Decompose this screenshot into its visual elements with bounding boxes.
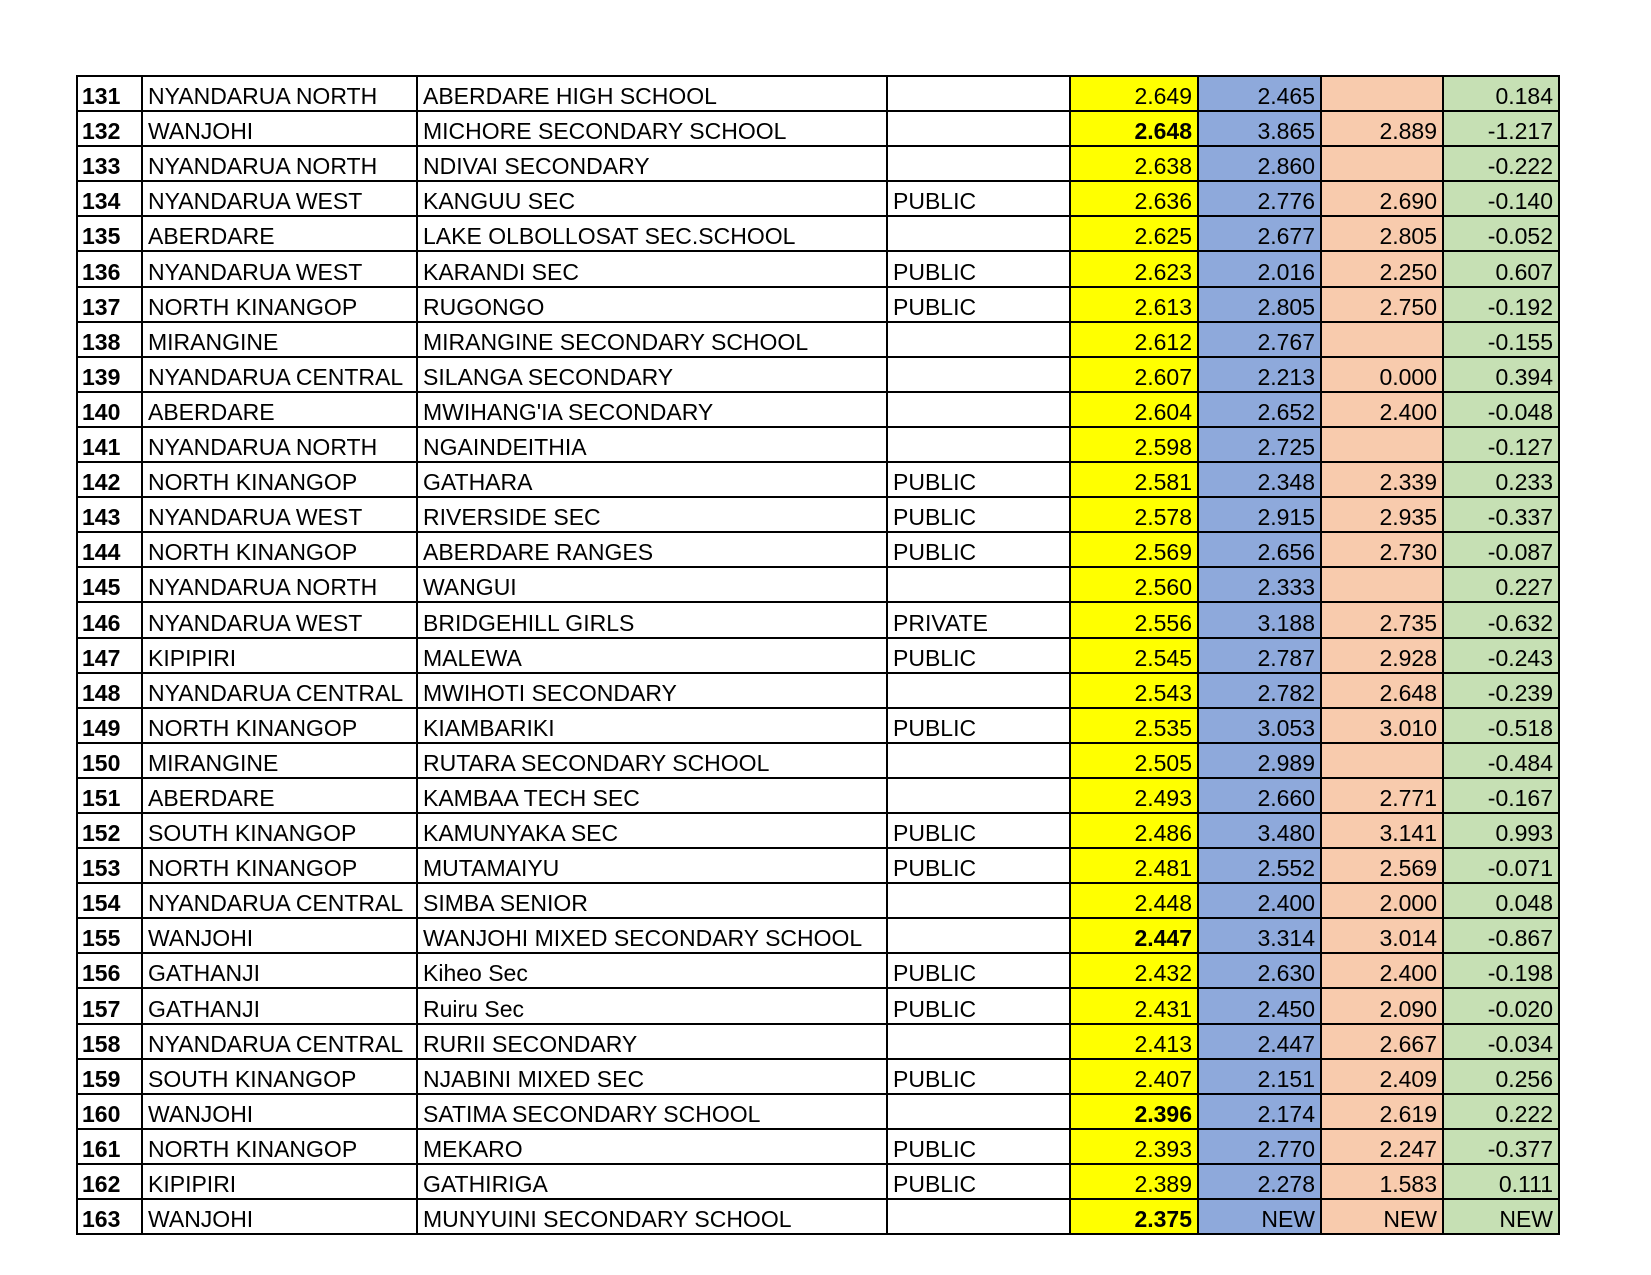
mean-score-cell: 2.581 — [1070, 462, 1198, 497]
mean-score-cell: 2.648 — [1070, 111, 1198, 146]
previous-score-cell: NEW — [1198, 1199, 1321, 1234]
mean-score-cell: 2.481 — [1070, 848, 1198, 883]
school-cell: KARANDI SEC — [417, 251, 887, 286]
school-cell: WANGUI — [417, 567, 887, 602]
deviation-cell: -0.222 — [1443, 146, 1559, 181]
deviation-cell: 0.227 — [1443, 567, 1559, 602]
rank-cell: 140 — [77, 392, 142, 427]
mean-score-cell: 2.447 — [1070, 918, 1198, 953]
previous-score-cell: 3.480 — [1198, 813, 1321, 848]
previous-score-cell: 2.989 — [1198, 743, 1321, 778]
earlier-score-cell: 2.648 — [1321, 673, 1443, 708]
table-row — [77, 1129, 1559, 1164]
mean-score-cell: 2.432 — [1070, 953, 1198, 988]
school-cell: GATHIRIGA — [417, 1164, 887, 1199]
table-row — [77, 743, 1559, 778]
table-row — [77, 427, 1559, 462]
previous-score-cell: 2.660 — [1198, 778, 1321, 813]
earlier-score-cell — [1321, 146, 1443, 181]
school-cell: SILANGA SECONDARY — [417, 357, 887, 392]
category-cell: PUBLIC — [887, 638, 1070, 673]
earlier-score-cell: 3.141 — [1321, 813, 1443, 848]
previous-score-cell: 2.915 — [1198, 497, 1321, 532]
zone-cell: NYANDARUA NORTH — [142, 146, 417, 181]
deviation-cell: -0.337 — [1443, 497, 1559, 532]
earlier-score-cell: 3.014 — [1321, 918, 1443, 953]
previous-score-cell: 2.805 — [1198, 287, 1321, 322]
rank-cell: 144 — [77, 532, 142, 567]
mean-score-cell: 2.569 — [1070, 532, 1198, 567]
table-row — [77, 322, 1559, 357]
rank-cell: 147 — [77, 638, 142, 673]
zone-cell: WANJOHI — [142, 1094, 417, 1129]
rank-cell: 146 — [77, 602, 142, 637]
school-cell: KIAMBARIKI — [417, 708, 887, 743]
school-cell: NJABINI MIXED SEC — [417, 1059, 887, 1094]
earlier-score-cell — [1321, 427, 1443, 462]
deviation-cell: -0.239 — [1443, 673, 1559, 708]
school-cell: GATHARA — [417, 462, 887, 497]
rank-cell: 151 — [77, 778, 142, 813]
zone-cell: NYANDARUA NORTH — [142, 567, 417, 602]
deviation-cell: -0.632 — [1443, 602, 1559, 637]
table-body — [77, 76, 1559, 1234]
school-cell: ABERDARE HIGH SCHOOL — [417, 76, 887, 111]
deviation-cell: 0.607 — [1443, 251, 1559, 286]
previous-score-cell: 3.314 — [1198, 918, 1321, 953]
previous-score-cell: 2.348 — [1198, 462, 1321, 497]
earlier-score-cell: 2.690 — [1321, 181, 1443, 216]
table-row — [77, 181, 1559, 216]
rank-cell: 156 — [77, 953, 142, 988]
school-cell: MWIHOTI SECONDARY — [417, 673, 887, 708]
mean-score-cell: 2.604 — [1070, 392, 1198, 427]
deviation-cell: -0.052 — [1443, 216, 1559, 251]
table-row — [77, 988, 1559, 1023]
rank-cell: 134 — [77, 181, 142, 216]
earlier-score-cell: 2.935 — [1321, 497, 1443, 532]
rank-cell: 133 — [77, 146, 142, 181]
zone-cell: NYANDARUA NORTH — [142, 76, 417, 111]
earlier-score-cell: 0.000 — [1321, 357, 1443, 392]
category-cell — [887, 1094, 1070, 1129]
previous-score-cell: 2.770 — [1198, 1129, 1321, 1164]
category-cell — [887, 322, 1070, 357]
rank-cell: 163 — [77, 1199, 142, 1234]
category-cell: PUBLIC — [887, 848, 1070, 883]
deviation-cell: 0.993 — [1443, 813, 1559, 848]
table-row — [77, 357, 1559, 392]
table-row — [77, 146, 1559, 181]
category-cell: PUBLIC — [887, 181, 1070, 216]
category-cell: PUBLIC — [887, 462, 1070, 497]
category-cell: PUBLIC — [887, 813, 1070, 848]
mean-score-cell: 2.545 — [1070, 638, 1198, 673]
deviation-cell: -0.140 — [1443, 181, 1559, 216]
zone-cell: NORTH KINANGOP — [142, 708, 417, 743]
zone-cell: NORTH KINANGOP — [142, 532, 417, 567]
zone-cell: NYANDARUA CENTRAL — [142, 883, 417, 918]
school-cell: RUGONGO — [417, 287, 887, 322]
mean-score-cell: 2.638 — [1070, 146, 1198, 181]
table-row — [77, 251, 1559, 286]
deviation-cell: 0.222 — [1443, 1094, 1559, 1129]
rank-cell: 158 — [77, 1024, 142, 1059]
rank-cell: 145 — [77, 567, 142, 602]
rank-cell: 161 — [77, 1129, 142, 1164]
zone-cell: ABERDARE — [142, 778, 417, 813]
school-cell: MEKARO — [417, 1129, 887, 1164]
mean-score-cell: 2.375 — [1070, 1199, 1198, 1234]
earlier-score-cell: NEW — [1321, 1199, 1443, 1234]
zone-cell: GATHANJI — [142, 953, 417, 988]
school-cell: KAMBAA TECH SEC — [417, 778, 887, 813]
mean-score-cell: 2.396 — [1070, 1094, 1198, 1129]
table-row — [77, 567, 1559, 602]
zone-cell: NORTH KINANGOP — [142, 462, 417, 497]
zone-cell: ABERDARE — [142, 392, 417, 427]
mean-score-cell: 2.431 — [1070, 988, 1198, 1023]
previous-score-cell: 2.174 — [1198, 1094, 1321, 1129]
category-cell — [887, 1024, 1070, 1059]
mean-score-cell: 2.505 — [1070, 743, 1198, 778]
rank-cell: 149 — [77, 708, 142, 743]
deviation-cell: -0.243 — [1443, 638, 1559, 673]
deviation-cell: -0.034 — [1443, 1024, 1559, 1059]
earlier-score-cell: 2.000 — [1321, 883, 1443, 918]
deviation-cell: 0.184 — [1443, 76, 1559, 111]
rank-cell: 137 — [77, 287, 142, 322]
mean-score-cell: 2.413 — [1070, 1024, 1198, 1059]
table-row — [77, 1024, 1559, 1059]
category-cell — [887, 567, 1070, 602]
mean-score-cell: 2.407 — [1070, 1059, 1198, 1094]
category-cell — [887, 392, 1070, 427]
zone-cell: WANJOHI — [142, 1199, 417, 1234]
mean-score-cell: 2.560 — [1070, 567, 1198, 602]
zone-cell: KIPIPIRI — [142, 638, 417, 673]
previous-score-cell: 2.333 — [1198, 567, 1321, 602]
table-row — [77, 673, 1559, 708]
previous-score-cell: 2.016 — [1198, 251, 1321, 286]
rank-cell: 143 — [77, 497, 142, 532]
deviation-cell: NEW — [1443, 1199, 1559, 1234]
deviation-cell: -0.071 — [1443, 848, 1559, 883]
category-cell: PUBLIC — [887, 287, 1070, 322]
table-row — [77, 1059, 1559, 1094]
deviation-cell: -0.867 — [1443, 918, 1559, 953]
category-cell: PRIVATE — [887, 602, 1070, 637]
zone-cell: NYANDARUA WEST — [142, 602, 417, 637]
school-cell: WANJOHI MIXED SECONDARY SCHOOL — [417, 918, 887, 953]
earlier-score-cell: 2.400 — [1321, 953, 1443, 988]
earlier-score-cell: 2.750 — [1321, 287, 1443, 322]
category-cell — [887, 673, 1070, 708]
mean-score-cell: 2.578 — [1070, 497, 1198, 532]
previous-score-cell: 2.213 — [1198, 357, 1321, 392]
previous-score-cell: 2.776 — [1198, 181, 1321, 216]
school-cell: KAMUNYAKA SEC — [417, 813, 887, 848]
earlier-score-cell — [1321, 567, 1443, 602]
previous-score-cell: 2.725 — [1198, 427, 1321, 462]
mean-score-cell: 2.623 — [1070, 251, 1198, 286]
category-cell: PUBLIC — [887, 1129, 1070, 1164]
table-row — [77, 708, 1559, 743]
zone-cell: MIRANGINE — [142, 743, 417, 778]
zone-cell: NYANDARUA CENTRAL — [142, 673, 417, 708]
mean-score-cell: 2.613 — [1070, 287, 1198, 322]
table-row — [77, 918, 1559, 953]
deviation-cell: -0.484 — [1443, 743, 1559, 778]
mean-score-cell: 2.598 — [1070, 427, 1198, 462]
mean-score-cell: 2.535 — [1070, 708, 1198, 743]
zone-cell: NYANDARUA WEST — [142, 251, 417, 286]
zone-cell: KIPIPIRI — [142, 1164, 417, 1199]
rank-cell: 142 — [77, 462, 142, 497]
earlier-score-cell: 2.247 — [1321, 1129, 1443, 1164]
category-cell: PUBLIC — [887, 988, 1070, 1023]
table-row — [77, 848, 1559, 883]
deviation-cell: 0.048 — [1443, 883, 1559, 918]
earlier-score-cell: 2.400 — [1321, 392, 1443, 427]
school-cell: MUTAMAIYU — [417, 848, 887, 883]
table-row — [77, 1164, 1559, 1199]
zone-cell: SOUTH KINANGOP — [142, 813, 417, 848]
earlier-score-cell: 2.928 — [1321, 638, 1443, 673]
previous-score-cell: 2.767 — [1198, 322, 1321, 357]
school-cell: NDIVAI SECONDARY — [417, 146, 887, 181]
table-row — [77, 111, 1559, 146]
previous-score-cell: 2.652 — [1198, 392, 1321, 427]
previous-score-cell: 2.656 — [1198, 532, 1321, 567]
category-cell — [887, 883, 1070, 918]
school-cell: Kiheo Sec — [417, 953, 887, 988]
previous-score-cell: 2.400 — [1198, 883, 1321, 918]
earlier-score-cell — [1321, 76, 1443, 111]
school-cell: MICHORE SECONDARY SCHOOL — [417, 111, 887, 146]
table-row — [77, 287, 1559, 322]
category-cell — [887, 111, 1070, 146]
rank-cell: 139 — [77, 357, 142, 392]
school-cell: ABERDARE RANGES — [417, 532, 887, 567]
zone-cell: NYANDARUA WEST — [142, 497, 417, 532]
school-cell: RIVERSIDE SEC — [417, 497, 887, 532]
school-cell: SIMBA SENIOR — [417, 883, 887, 918]
earlier-score-cell: 2.735 — [1321, 602, 1443, 637]
earlier-score-cell: 2.667 — [1321, 1024, 1443, 1059]
results-table — [76, 75, 1560, 1235]
zone-cell: NYANDARUA WEST — [142, 181, 417, 216]
previous-score-cell: 2.151 — [1198, 1059, 1321, 1094]
school-cell: MIRANGINE SECONDARY SCHOOL — [417, 322, 887, 357]
zone-cell: NYANDARUA CENTRAL — [142, 357, 417, 392]
school-cell: BRIDGEHILL GIRLS — [417, 602, 887, 637]
table-row — [77, 1199, 1559, 1234]
rank-cell: 153 — [77, 848, 142, 883]
zone-cell: GATHANJI — [142, 988, 417, 1023]
category-cell: PUBLIC — [887, 708, 1070, 743]
deviation-cell: -0.048 — [1443, 392, 1559, 427]
mean-score-cell: 2.393 — [1070, 1129, 1198, 1164]
category-cell: PUBLIC — [887, 497, 1070, 532]
previous-score-cell: 2.860 — [1198, 146, 1321, 181]
zone-cell: MIRANGINE — [142, 322, 417, 357]
category-cell — [887, 216, 1070, 251]
zone-cell: NYANDARUA NORTH — [142, 427, 417, 462]
previous-score-cell: 3.053 — [1198, 708, 1321, 743]
earlier-score-cell: 2.730 — [1321, 532, 1443, 567]
rank-cell: 131 — [77, 76, 142, 111]
school-cell: MUNYUINI SECONDARY SCHOOL — [417, 1199, 887, 1234]
table-row — [77, 602, 1559, 637]
rank-cell: 138 — [77, 322, 142, 357]
school-cell: MWIHANG'IA SECONDARY — [417, 392, 887, 427]
mean-score-cell: 2.543 — [1070, 673, 1198, 708]
previous-score-cell: 2.677 — [1198, 216, 1321, 251]
category-cell: PUBLIC — [887, 953, 1070, 988]
category-cell — [887, 427, 1070, 462]
table-row — [77, 392, 1559, 427]
category-cell: PUBLIC — [887, 1164, 1070, 1199]
table-row — [77, 813, 1559, 848]
mean-score-cell: 2.607 — [1070, 357, 1198, 392]
deviation-cell: -0.167 — [1443, 778, 1559, 813]
previous-score-cell: 2.782 — [1198, 673, 1321, 708]
deviation-cell: 0.256 — [1443, 1059, 1559, 1094]
rank-cell: 136 — [77, 251, 142, 286]
previous-score-cell: 2.450 — [1198, 988, 1321, 1023]
zone-cell: NORTH KINANGOP — [142, 287, 417, 322]
mean-score-cell: 2.625 — [1070, 216, 1198, 251]
zone-cell: NORTH KINANGOP — [142, 1129, 417, 1164]
earlier-score-cell: 2.339 — [1321, 462, 1443, 497]
earlier-score-cell: 3.010 — [1321, 708, 1443, 743]
category-cell — [887, 918, 1070, 953]
table-row — [77, 497, 1559, 532]
rank-cell: 135 — [77, 216, 142, 251]
school-cell: LAKE OLBOLLOSAT SEC.SCHOOL — [417, 216, 887, 251]
rank-cell: 148 — [77, 673, 142, 708]
earlier-score-cell: 2.569 — [1321, 848, 1443, 883]
school-cell: RURII SECONDARY — [417, 1024, 887, 1059]
earlier-score-cell: 2.250 — [1321, 251, 1443, 286]
category-cell — [887, 778, 1070, 813]
rank-cell: 157 — [77, 988, 142, 1023]
school-cell: NGAINDEITHIA — [417, 427, 887, 462]
rank-cell: 152 — [77, 813, 142, 848]
table-row — [77, 883, 1559, 918]
category-cell: PUBLIC — [887, 1059, 1070, 1094]
category-cell — [887, 76, 1070, 111]
earlier-score-cell: 2.889 — [1321, 111, 1443, 146]
mean-score-cell: 2.389 — [1070, 1164, 1198, 1199]
table-row — [77, 953, 1559, 988]
category-cell: PUBLIC — [887, 532, 1070, 567]
earlier-score-cell — [1321, 322, 1443, 357]
previous-score-cell: 2.552 — [1198, 848, 1321, 883]
category-cell — [887, 1199, 1070, 1234]
rank-cell: 155 — [77, 918, 142, 953]
category-cell: PUBLIC — [887, 251, 1070, 286]
deviation-cell: -0.198 — [1443, 953, 1559, 988]
zone-cell: ABERDARE — [142, 216, 417, 251]
table-row — [77, 216, 1559, 251]
earlier-score-cell: 1.583 — [1321, 1164, 1443, 1199]
deviation-cell: -0.020 — [1443, 988, 1559, 1023]
earlier-score-cell: 2.805 — [1321, 216, 1443, 251]
mean-score-cell: 2.486 — [1070, 813, 1198, 848]
previous-score-cell: 2.630 — [1198, 953, 1321, 988]
deviation-cell: 0.233 — [1443, 462, 1559, 497]
deviation-cell: -0.127 — [1443, 427, 1559, 462]
earlier-score-cell: 2.771 — [1321, 778, 1443, 813]
previous-score-cell: 2.465 — [1198, 76, 1321, 111]
rank-cell: 159 — [77, 1059, 142, 1094]
school-cell: MALEWA — [417, 638, 887, 673]
category-cell — [887, 146, 1070, 181]
table-row — [77, 1094, 1559, 1129]
deviation-cell: -0.377 — [1443, 1129, 1559, 1164]
rank-cell: 154 — [77, 883, 142, 918]
mean-score-cell: 2.493 — [1070, 778, 1198, 813]
previous-score-cell: 2.278 — [1198, 1164, 1321, 1199]
category-cell — [887, 357, 1070, 392]
category-cell — [887, 743, 1070, 778]
mean-score-cell: 2.448 — [1070, 883, 1198, 918]
deviation-cell: 0.394 — [1443, 357, 1559, 392]
mean-score-cell: 2.636 — [1070, 181, 1198, 216]
deviation-cell: -0.087 — [1443, 532, 1559, 567]
rank-cell: 162 — [77, 1164, 142, 1199]
school-cell: KANGUU SEC — [417, 181, 887, 216]
table-row — [77, 638, 1559, 673]
previous-score-cell: 2.787 — [1198, 638, 1321, 673]
mean-score-cell: 2.649 — [1070, 76, 1198, 111]
mean-score-cell: 2.612 — [1070, 322, 1198, 357]
table-row — [77, 76, 1559, 111]
deviation-cell: -1.217 — [1443, 111, 1559, 146]
previous-score-cell: 3.865 — [1198, 111, 1321, 146]
rank-cell: 160 — [77, 1094, 142, 1129]
table-row — [77, 532, 1559, 567]
deviation-cell: -0.192 — [1443, 287, 1559, 322]
previous-score-cell: 3.188 — [1198, 602, 1321, 637]
zone-cell: WANJOHI — [142, 918, 417, 953]
school-cell: RUTARA SECONDARY SCHOOL — [417, 743, 887, 778]
school-cell: Ruiru Sec — [417, 988, 887, 1023]
zone-cell: WANJOHI — [142, 111, 417, 146]
zone-cell: NYANDARUA CENTRAL — [142, 1024, 417, 1059]
table-row — [77, 778, 1559, 813]
rank-cell: 150 — [77, 743, 142, 778]
deviation-cell: -0.518 — [1443, 708, 1559, 743]
table-row — [77, 462, 1559, 497]
rank-cell: 132 — [77, 111, 142, 146]
earlier-score-cell — [1321, 743, 1443, 778]
earlier-score-cell: 2.090 — [1321, 988, 1443, 1023]
deviation-cell: 0.111 — [1443, 1164, 1559, 1199]
zone-cell: NORTH KINANGOP — [142, 848, 417, 883]
rank-cell: 141 — [77, 427, 142, 462]
school-cell: SATIMA SECONDARY SCHOOL — [417, 1094, 887, 1129]
zone-cell: SOUTH KINANGOP — [142, 1059, 417, 1094]
earlier-score-cell: 2.409 — [1321, 1059, 1443, 1094]
previous-score-cell: 2.447 — [1198, 1024, 1321, 1059]
earlier-score-cell: 2.619 — [1321, 1094, 1443, 1129]
mean-score-cell: 2.556 — [1070, 602, 1198, 637]
deviation-cell: -0.155 — [1443, 322, 1559, 357]
